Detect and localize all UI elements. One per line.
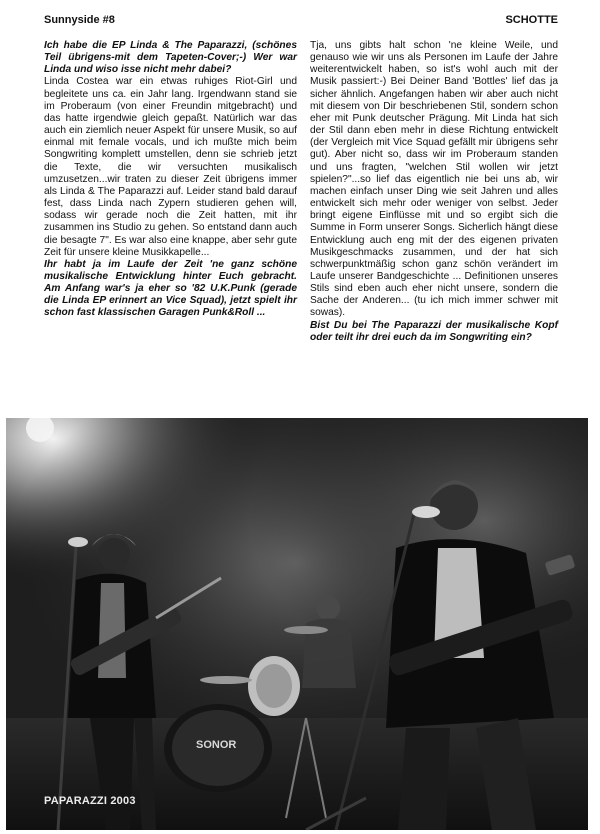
question-2: Ihr habt ja im Laufe der Zeit 'ne ganz schöne musikalische Entwicklung hinter Euch gebracht. Am Anfang war's ja eher so '82 U.K.Punk (gerade die Linda EP erinnert an Vice Squad), jetzt spielt ihr schon fast klassischen Garagen Punk&Roll ... xyxy=(44,258,297,319)
left-column xyxy=(44,40,297,320)
band-photo xyxy=(6,418,588,830)
page-header-left: Sunnyside #8 xyxy=(44,14,115,26)
question-3: Bist Du bei The Paparazzi der musikalische Kopf oder teilt ihr drei euch da im Songwriting ein? xyxy=(310,319,558,343)
right-column xyxy=(310,40,558,344)
photo-caption: PAPARAZZI 2003 xyxy=(44,795,136,807)
answer-1: Linda Costea war ein etwas ruhiges Riot-Girl und begleitete uns ca. ein Jahr lang. Irgendwann stand sie im Proberaum (von einer Freundin mitgebracht) und das hatte irgendwie gleich gepaßt. Natürlich war das auch ein ziemlich neuer Aspekt für unsere Musik, so auf einmal mit female vocals, und ich mußte mich beim Songwriting komplett umstellen, denn sie schrieb jetzt die Texte, die wir versuchten musikalisch umzusetzen...wir traten zu dieser Zeit übrigens immer als Linda & The Paparazzi auf. Leider stand bald darauf fest, dass Linda nach Zypern studieren gehen will, sodass wir gerade noch die Zeit hatten, mit ihr zusammen ins Studio zu gehen. So entstand dann auch die besagte 7". Es war also eine knappe, aber sehr gute Zeit für unsere kleine Musikkapelle... xyxy=(44,76,297,258)
page-header-right: SCHOTTE xyxy=(505,14,558,26)
drum-brand-label: SONOR xyxy=(196,739,237,751)
answer-2: Tja, uns gibts halt schon 'ne kleine Weile, und genauso wie wir uns als Personen im Laufe der Jahre weiterentwickelt haben, so ist's wohl auch mit der Musik passiert:-) Bei Deiner Band 'Bottles' lief das ja sicher ähnlich. Angefangen haben wir aber auch nicht mit diesem von Dir beschriebenen Stil, sondern schon eher mit Punk deutscher Prägung. Mit Linda hat sich der Stil dann eben mehr in diese Richtung entwickelt (der Vergleich mit Vice Squad gefällt mir übrigens sehr gut). Aber nicht so, dass wir im Proberaum standen und uns fragten, "welchen Stil wollen wir jetzt spielen?"...so lief das eigentlich nie bei uns ab, wir machen einfach unser Ding wie seit Jahren und alles entwickelt sich mehr oder weniger von selbst. Jeder bringt eigene Einflüsse mit und so ergibt sich die Summe in Form unserer Songs. Sicherlich hängt diese Entwicklung auch eng mit der des eigenen privaten Musikgeschmacks zusammen, und der hat sich schwerpunktmäßig schon ganz schön verändert im Laufe unserer Bandgeschichte ... Definitionen unseres Stils sind eben auch eher nicht unsere, sondern die Sache der Anderen... (tu ich mich immer schwer mit sowas). xyxy=(310,40,558,319)
question-1: Ich habe die EP Linda & The Paparazzi, (schönes Teil übrigens-mit dem Tapeten-Cover;-) Wer war Linda und wiso isse nicht mehr dabei? xyxy=(44,40,297,76)
